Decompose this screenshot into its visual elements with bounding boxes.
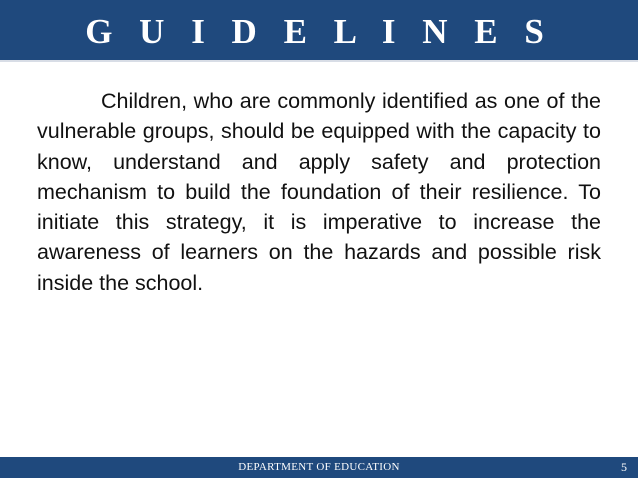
page-number: 5 — [621, 460, 627, 474]
footer-organization: DEPARTMENT OF EDUCATION — [238, 461, 400, 473]
footer-band — [0, 457, 638, 478]
body-paragraph: Children, who are commonly identified as one of the vulnerable groups, should be equipped with the capacity to know, understand and apply safety and protection mechanism to build the foundation of their resilience. To initiate this strategy, it is imperative to increase the awareness of learners on the hazards and possible risk inside the school. — [37, 89, 601, 295]
slide-title: G U I D E L I N E S — [85, 12, 553, 51]
header-band — [0, 0, 638, 62]
